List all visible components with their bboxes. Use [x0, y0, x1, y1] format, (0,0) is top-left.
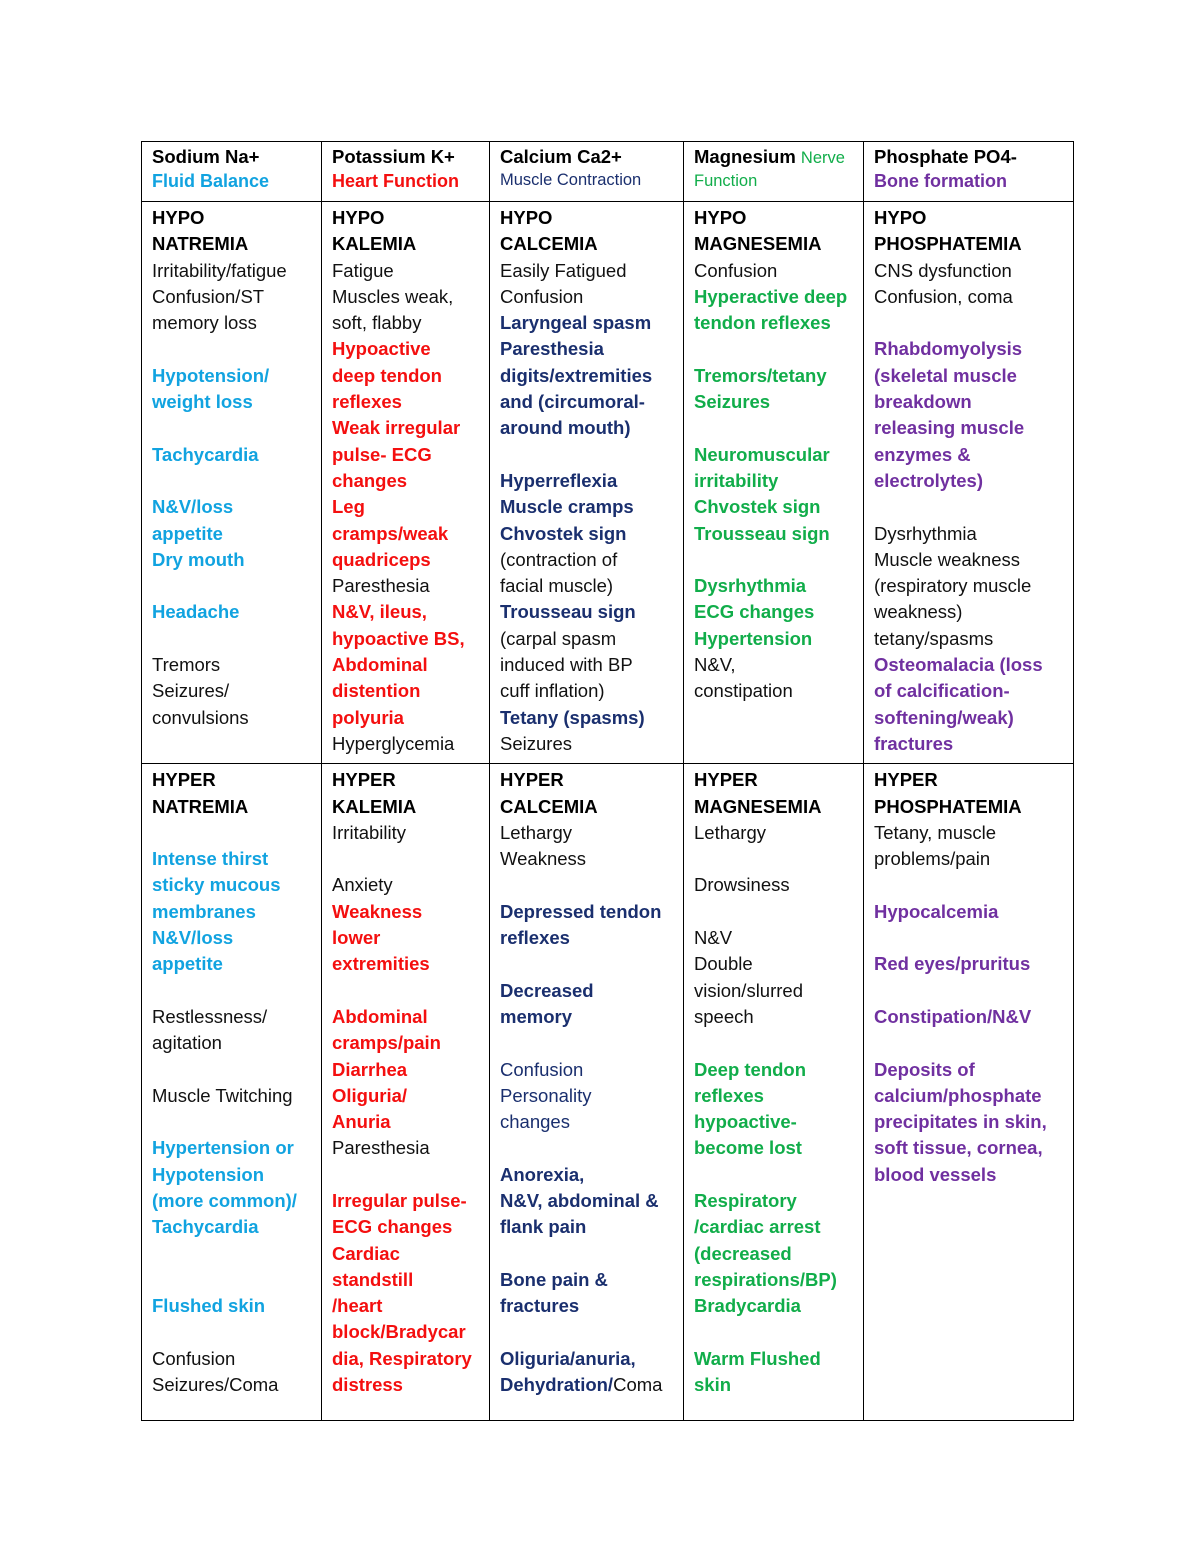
hypo-row: [142, 202, 1074, 764]
spacer-line: [874, 872, 1067, 898]
symptom-line: Oliguria/anuria,: [500, 1347, 636, 1369]
symptom-line: Flushed skin: [152, 1295, 266, 1317]
header-subtitle: Bone formation: [874, 171, 1007, 191]
symptom-line: Tetany (spasms): [500, 706, 645, 728]
spacer-line: [874, 494, 1067, 520]
symptom-line: irritability: [694, 469, 779, 491]
spacer-line: [332, 1162, 483, 1188]
symptom-line: membranes: [152, 900, 256, 922]
symptom-line: Rhabdomyolysis: [874, 338, 1023, 360]
cell-title-prefix: HYPER: [694, 769, 758, 791]
cell-title: PHOSPHATEMIA: [874, 795, 1022, 817]
spacer-line: [152, 626, 315, 652]
symptom-line: of calcification-: [874, 680, 1010, 702]
symptom-line: ECG changes: [694, 601, 815, 623]
symptom-line: (carpal spasm: [500, 627, 617, 649]
symptom-line: Easily Fatigued: [500, 259, 627, 281]
symptom-line: pulse- ECG: [332, 443, 432, 465]
symptom-line: [500, 1372, 677, 1398]
header-row: [142, 142, 1074, 202]
header-phosphate: [864, 142, 1074, 202]
symptom-line: Hyperactive deep: [694, 285, 848, 307]
symptom-line: Trousseau sign: [694, 522, 830, 544]
spacer-line: [874, 925, 1067, 951]
symptom-line: Hypertension or: [152, 1137, 294, 1159]
header-calcium: [490, 142, 684, 202]
symptom-line: Intense thirst: [152, 848, 269, 870]
symptom-line: Muscle Twitching: [152, 1084, 293, 1106]
symptom-line: (more common)/: [152, 1189, 297, 1211]
symptom-line: Seizures: [694, 391, 771, 413]
hypo-natremia-cell: [142, 202, 322, 764]
symptom-line: Irritability/fatigue: [152, 259, 287, 281]
header-title: Phosphate PO4-: [874, 146, 1017, 167]
spacer-line: [874, 310, 1067, 336]
spacer-line: [332, 978, 483, 1004]
cell-title: CALCEMIA: [500, 233, 598, 255]
symptom-line: Bradycardia: [694, 1295, 801, 1317]
spacer-line: [152, 820, 315, 846]
symptom-line: hypoactive-: [694, 1111, 797, 1133]
cell-title: PHOSPHATEMIA: [874, 233, 1022, 255]
symptom-line: soft, flabby: [332, 312, 422, 334]
symptom-line: Muscles weak,: [332, 285, 454, 307]
symptom-line: Hypertension: [694, 627, 813, 649]
symptom-line: reflexes: [694, 1084, 764, 1106]
symptom-line: Hyperglycemia: [332, 732, 455, 754]
symptom-line: distention: [332, 680, 421, 702]
symptom-line: Oliguria/: [332, 1084, 408, 1106]
symptom-line: Chvostek sign: [500, 522, 627, 544]
symptom-line: Weak irregular: [332, 417, 461, 439]
symptom-line: Hypoactive: [332, 338, 431, 360]
spacer-line: [694, 415, 857, 441]
symptom-line: /heart: [332, 1295, 383, 1317]
symptom-line: standstill: [332, 1268, 414, 1290]
symptom-line: Tachycardia: [152, 1216, 259, 1238]
symptom-line: softening/weak): [874, 706, 1014, 728]
spacer-line: [694, 547, 857, 573]
symptom-line: ECG changes: [332, 1216, 453, 1238]
symptom-line: Abdominal: [332, 654, 428, 676]
header-title: Sodium Na+: [152, 146, 260, 167]
symptom-line: Irritability: [332, 821, 407, 843]
hyper-phosphatemia-cell: [864, 764, 1074, 1421]
symptom-line: soft tissue, cornea,: [874, 1137, 1043, 1159]
symptom-line: calcium/phosphate: [874, 1084, 1042, 1106]
symptom-line: facial muscle): [500, 575, 614, 597]
spacer-line: [500, 1241, 677, 1267]
hypo-calcemia-cell: [490, 202, 684, 764]
hypo-phosphatemia-cell: [864, 202, 1074, 764]
symptom-line: digits/extremities: [500, 364, 653, 386]
symptom-line: Confusion, coma: [874, 285, 1013, 307]
spacer-line: [874, 978, 1067, 1004]
symptom-line: reflexes: [500, 927, 570, 949]
symptom-line: N&V,: [694, 654, 736, 676]
symptom-line: Seizures/: [152, 680, 230, 702]
symptom-line: Laryngeal spasm: [500, 312, 652, 334]
symptom-line: Paresthesia: [500, 338, 604, 360]
symptom-line: Depressed tendon: [500, 900, 662, 922]
symptom-line: Dysrhythmia: [874, 522, 977, 544]
cell-title: NATREMIA: [152, 233, 249, 255]
spacer-line: [694, 846, 857, 872]
symptom-line: tendon reflexes: [694, 312, 831, 334]
spacer-line: [500, 951, 677, 977]
symptom-line: Hyperreflexia: [500, 469, 618, 491]
symptom-line: Tremors/tetany: [694, 364, 827, 386]
spacer-line: [152, 1319, 315, 1345]
symptom-line: polyuria: [332, 706, 404, 728]
symptom-line: Leg: [332, 496, 365, 518]
hypo-magnesemia-cell: [684, 202, 864, 764]
symptom-line: memory loss: [152, 312, 257, 334]
symptom-line: Constipation/N&V: [874, 1005, 1032, 1027]
symptom-line: N&V, ileus,: [332, 601, 427, 623]
hyper-natremia-cell: [142, 764, 322, 1421]
symptom-line: Respiratory: [694, 1189, 797, 1211]
symptom-line: Chvostek sign: [694, 496, 821, 518]
cell-title: KALEMIA: [332, 233, 417, 255]
header-magnesium: [684, 142, 864, 202]
cell-title: CALCEMIA: [500, 795, 598, 817]
symptom-line: Hypocalcemia: [874, 900, 999, 922]
spacer-line: [500, 1030, 677, 1056]
symptom-line: Irregular pulse-: [332, 1189, 467, 1211]
spacer-line: [874, 1030, 1067, 1056]
symptom-line: (respiratory muscle: [874, 575, 1032, 597]
hyper-row: [142, 764, 1074, 1421]
cell-title-prefix: HYPO: [152, 207, 205, 228]
symptom-line: Double: [694, 953, 753, 975]
symptom-line: Tetany, muscle: [874, 821, 997, 843]
symptom-line: sticky mucous: [152, 874, 281, 896]
spacer-line: [152, 1109, 315, 1135]
spacer-line: [500, 1135, 677, 1161]
header-sodium: [142, 142, 322, 202]
symptom-line: Muscle weakness: [874, 548, 1021, 570]
symptom-line: Anorexia,: [500, 1163, 585, 1185]
symptom-line: Dry mouth: [152, 548, 245, 570]
symptom-line: Trousseau sign: [500, 601, 636, 623]
symptom-line: Paresthesia: [332, 575, 430, 597]
symptom-line: Anxiety: [332, 874, 393, 896]
symptom-line: N&V/loss: [152, 496, 234, 518]
symptom-line: (skeletal muscle: [874, 364, 1017, 386]
symptom-line: N&V, abdominal &: [500, 1189, 659, 1211]
symptom-line: cuff inflation): [500, 680, 605, 702]
symptom-line: (contraction of: [500, 548, 618, 570]
spacer-line: [152, 336, 315, 362]
header-title: Calcium Ca2+: [500, 146, 622, 167]
symptom-line: Decreased: [500, 979, 594, 1001]
hyper-kalemia-cell: [322, 764, 490, 1421]
symptom-line: precipitates in skin,: [874, 1111, 1047, 1133]
spacer-line: [694, 1319, 857, 1345]
cell-title: MAGNESEMIA: [694, 795, 822, 817]
symptom-line: Drowsiness: [694, 874, 790, 896]
cell-title-prefix: HYPER: [874, 769, 938, 791]
spacer-line: [694, 1162, 857, 1188]
symptom-line: lower: [332, 927, 381, 949]
symptom-line: Confusion: [152, 1347, 236, 1369]
hypo-kalemia-cell: [322, 202, 490, 764]
symptom-line: constipation: [694, 680, 793, 702]
symptom-line: changes: [500, 1111, 570, 1133]
symptom-line: Diarrhea: [332, 1058, 408, 1080]
spacer-line: [152, 1241, 315, 1267]
symptom-line: dia, Respiratory: [332, 1347, 472, 1369]
symptom-line: Seizures/Coma: [152, 1374, 279, 1396]
spacer-line: [152, 573, 315, 599]
spacer-line: [152, 468, 315, 494]
symptom-line: Confusion/ST: [152, 285, 265, 307]
symptom-line: and (circumoral-: [500, 391, 645, 413]
symptom-line: Weakness: [500, 848, 587, 870]
symptom-line: /cardiac arrest: [694, 1216, 821, 1238]
symptom-line: convulsions: [152, 706, 249, 728]
symptom-line: weakness): [874, 601, 963, 623]
symptom-line: cramps/pain: [332, 1032, 441, 1054]
symptom-line: N&V/loss: [152, 927, 234, 949]
spacer-line: [152, 1057, 315, 1083]
symptom-line: blood vessels: [874, 1163, 997, 1185]
spacer-line: [500, 872, 677, 898]
symptom-line: flank pain: [500, 1216, 587, 1238]
symptom-line: cramps/weak: [332, 522, 449, 544]
symptom-line: Osteomalacia (loss: [874, 654, 1043, 676]
spacer-line: [694, 336, 857, 362]
symptom-line: vision/slurred: [694, 979, 803, 1001]
header-title-line: [694, 145, 857, 170]
symptom-tail: Coma: [613, 1374, 663, 1396]
symptom-line: fractures: [500, 1295, 580, 1317]
symptom-line: Seizures: [500, 732, 572, 754]
symptom-line: Lethargy: [694, 821, 766, 843]
symptom-line: appetite: [152, 522, 223, 544]
symptom-line: Weakness: [332, 900, 423, 922]
symptom-line: releasing muscle: [874, 417, 1025, 439]
header-subtitle: Muscle Contraction: [500, 171, 642, 189]
symptom-line: (decreased: [694, 1242, 792, 1264]
cell-title-prefix: HYPO: [694, 207, 747, 228]
spacer-line: [152, 1267, 315, 1293]
symptom-line: Lethargy: [500, 821, 572, 843]
symptom-line: enzymes &: [874, 443, 971, 465]
symptom-line: Warm Flushed: [694, 1347, 821, 1369]
symptom-line: Hypotension/: [152, 364, 270, 386]
cell-title-prefix: HYPO: [874, 207, 927, 228]
symptom-line: Personality: [500, 1084, 592, 1106]
symptom-line: Anuria: [332, 1111, 391, 1133]
symptom-line: speech: [694, 1005, 754, 1027]
symptom-line: Muscle cramps: [500, 496, 634, 518]
symptom-line: hypoactive BS,: [332, 627, 465, 649]
symptom-line: Bone pain &: [500, 1268, 608, 1290]
symptom-line: Hypotension: [152, 1163, 265, 1185]
symptom-line: extremities: [332, 953, 430, 975]
symptom-line: appetite: [152, 953, 223, 975]
cell-title-prefix: HYPER: [152, 769, 216, 791]
spacer-line: [500, 1319, 677, 1345]
symptom-line: induced with BP: [500, 654, 633, 676]
electrolyte-table: [141, 141, 1074, 1421]
cell-title: NATREMIA: [152, 795, 249, 817]
symptom-line: fractures: [874, 732, 954, 754]
symptom-line: distress: [332, 1374, 403, 1396]
symptom-line: quadriceps: [332, 548, 431, 570]
header-subtitle: Function: [694, 172, 758, 190]
symptom-line: Deep tendon: [694, 1058, 807, 1080]
symptom-line: CNS dysfunction: [874, 259, 1012, 281]
cell-title: KALEMIA: [332, 795, 417, 817]
spacer-line: [152, 978, 315, 1004]
symptom-line: Red eyes/pruritus: [874, 953, 1031, 975]
symptom-line: Headache: [152, 601, 240, 623]
symptom-line: Abdominal: [332, 1005, 428, 1027]
symptom-line: become lost: [694, 1137, 802, 1159]
header-subtitle: Heart Function: [332, 171, 460, 191]
spacer-line: [152, 415, 315, 441]
symptom-line: problems/pain: [874, 848, 991, 870]
cell-title-prefix: HYPER: [500, 769, 564, 791]
symptom-line: reflexes: [332, 391, 402, 413]
cell-title-prefix: HYPER: [332, 769, 396, 791]
symptom-line: Cardiac: [332, 1242, 400, 1264]
header-potassium: [322, 142, 490, 202]
symptom-line: Paresthesia: [332, 1137, 430, 1159]
symptom-line: Fatigue: [332, 259, 394, 281]
spacer-line: [694, 899, 857, 925]
symptom-line: Restlessness/: [152, 1005, 268, 1027]
symptom-line: Confusion: [694, 259, 778, 281]
symptom-line: Neuromuscular: [694, 443, 830, 465]
symptom-line: block/Bradycar: [332, 1321, 466, 1343]
cell-title-prefix: HYPO: [500, 207, 553, 228]
cell-title-prefix: HYPO: [332, 207, 385, 228]
spacer-line: [332, 846, 483, 872]
symptom-line: weight loss: [152, 391, 253, 413]
symptom-line: Tachycardia: [152, 443, 259, 465]
spacer-line: [694, 1030, 857, 1056]
symptom-line: memory: [500, 1005, 572, 1027]
symptom-text: Dehydration/: [500, 1374, 614, 1396]
symptom-line: around mouth): [500, 417, 631, 439]
header-title: Potassium K+: [332, 146, 455, 167]
header-subtitle-inline: Nerve: [800, 149, 845, 167]
symptom-line: changes: [332, 469, 408, 491]
symptom-line: Tremors: [152, 654, 221, 676]
symptom-line: Deposits of: [874, 1058, 975, 1080]
symptom-line: Confusion: [500, 285, 584, 307]
symptom-line: Dysrhythmia: [694, 575, 807, 597]
header-title: Magnesium: [694, 146, 796, 167]
symptom-line: skin: [694, 1374, 732, 1396]
symptom-line: tetany/spasms: [874, 627, 994, 649]
spacer-line: [500, 442, 677, 468]
header-subtitle: Fluid Balance: [152, 171, 270, 191]
symptom-line: Confusion: [500, 1058, 584, 1080]
symptom-line: N&V: [694, 927, 733, 949]
symptom-line: agitation: [152, 1032, 222, 1054]
cell-title: MAGNESEMIA: [694, 233, 822, 255]
symptom-line: deep tendon: [332, 364, 442, 386]
hyper-magnesemia-cell: [684, 764, 864, 1421]
symptom-line: breakdown: [874, 391, 972, 413]
symptom-line: respirations/BP): [694, 1268, 837, 1290]
symptom-line: electrolytes): [874, 469, 983, 491]
hyper-calcemia-cell: [490, 764, 684, 1421]
